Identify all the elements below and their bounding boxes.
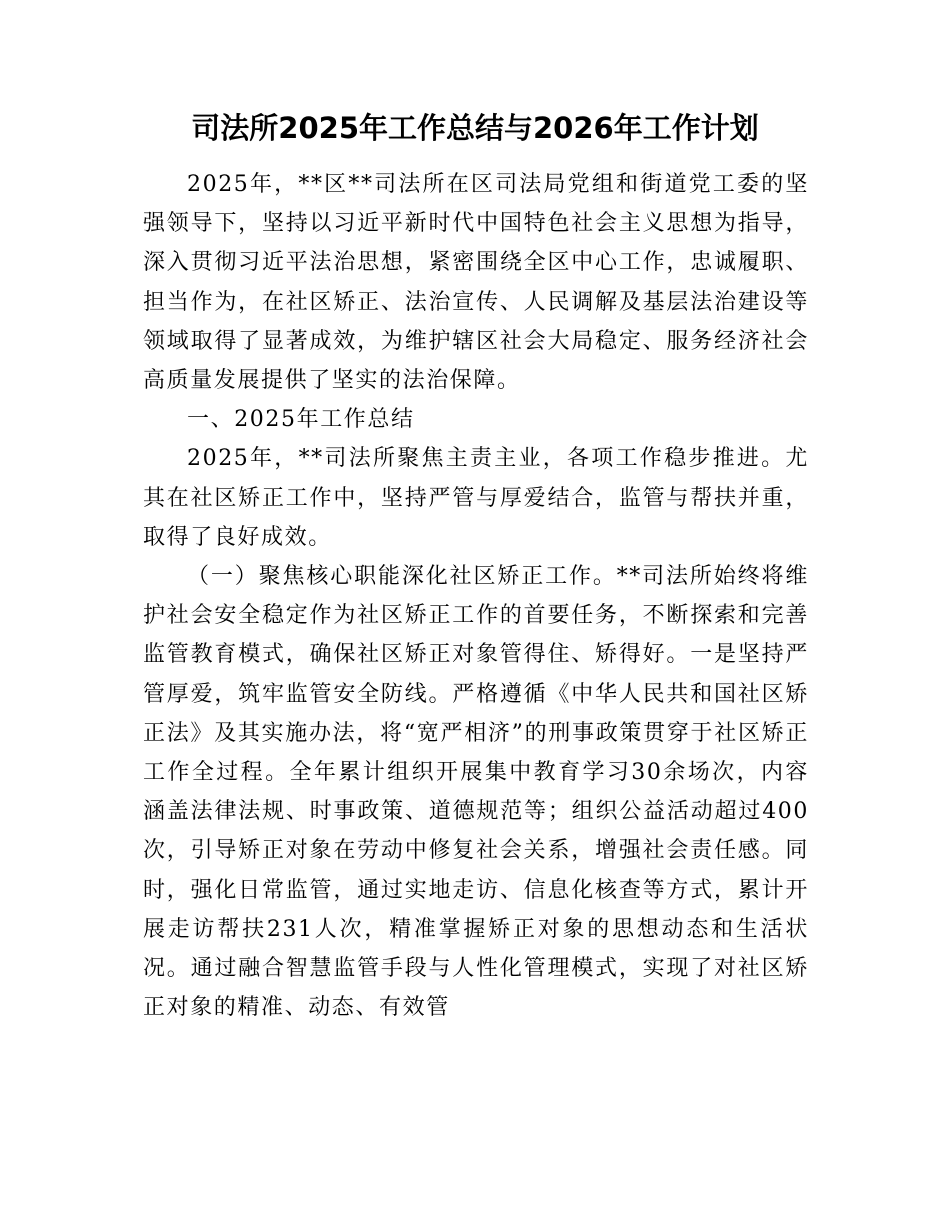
community-correction-paragraph: （一）聚焦核心职能深化社区矫正工作。**司法所始终将维护社会安全稳定作为社区矫正工作的首要任务，不断探索和完善监管教育模式，确保社区矫正对象管得住、矫得好。一是坚持严管厚爱，筑牢监管安全防线。严格遵循《中华人民共和国社区矫正法》及其实施办法，将“宽严相济”的刑事政策贯穿于社区矫正工作全过程。全年累计组织开展集中教育学习30余场次，内容涵盖法律法规、时事政策、道德规范等；组织公益活动超过400次，引导矫正对象在劳动中修复社会关系，增强社会责任感。同时，强化日常监管，通过实地走访、信息化核查等方式，累计开展走访帮扶231人次，精准掌握矫正对象的思想动态和生活状况。通过融合智慧监管手段与人性化管理模式，实现了对社区矫正对象的精准、动态、有效管 bbox=[143, 564, 809, 1021]
document-title: 司法所2025年工作总结与2026年工作计划 bbox=[191, 111, 759, 145]
document-body bbox=[143, 165, 809, 1027]
section-heading-summary: 一、2025年工作总结 bbox=[187, 407, 415, 433]
intro-paragraph: 2025年，**区**司法所在区司法局党组和街道党工委的坚强领导下，坚持以习近平新时代中国特色社会主义思想为指导，深入贯彻习近平法治思想，紧密围绕全区中心工作，忠诚履职、担当作为，在社区矫正、法治宣传、人民调解及基层法治建设等领域取得了显著成效，为维护辖区社会大局稳定、服务经济社会高质量发展提供了坚实的法治保障。 bbox=[143, 172, 809, 394]
summary-paragraph: 2025年，**司法所聚焦主责主业，各项工作稳步推进。尤其在社区矫正工作中，坚持严管与厚爱结合，监管与帮扶并重，取得了良好成效。 bbox=[143, 446, 809, 550]
